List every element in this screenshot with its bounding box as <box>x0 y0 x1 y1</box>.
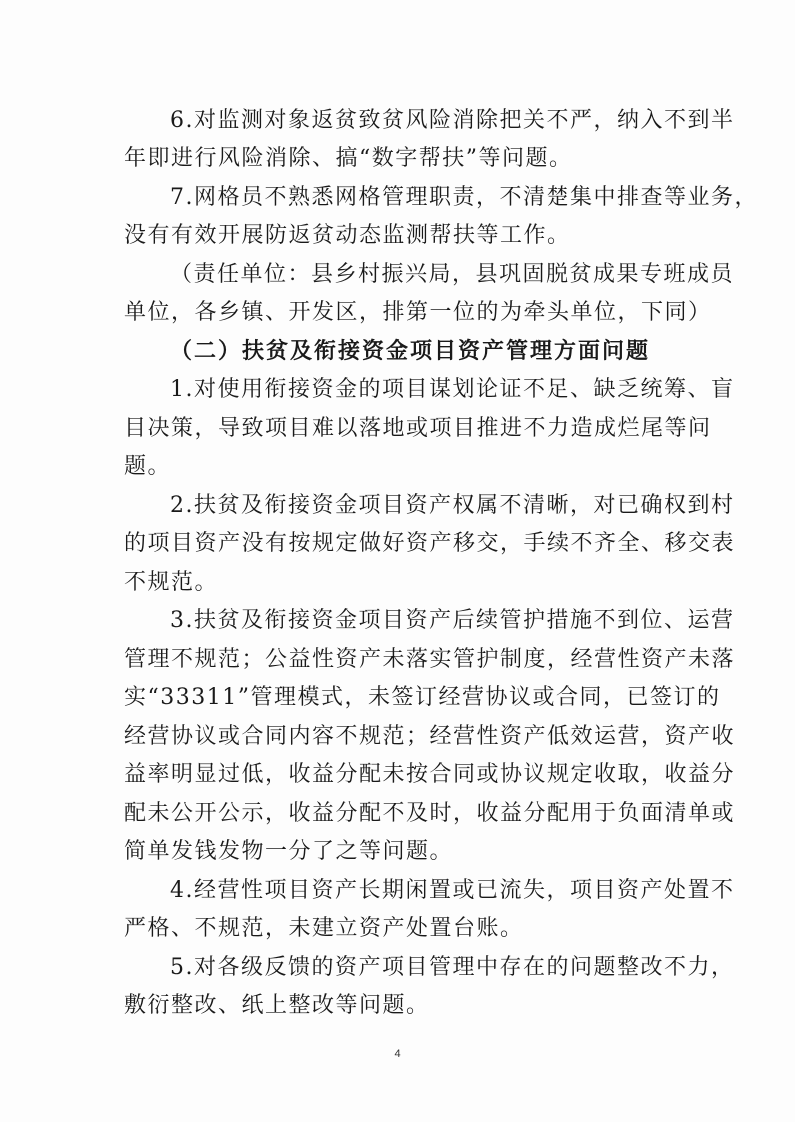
paragraph-line: （责任单位：县乡村振兴局，县巩固脱贫成果专班成员 <box>170 262 735 287</box>
paragraph-line: 实“33311”管理模式，未签订经营协议或合同，已签订的 <box>124 685 721 710</box>
paragraph-line: 7.网格员不熟悉网格管理职责，不清楚集中排查等业务， <box>170 185 758 210</box>
paragraph-line: 敷衍整改、纸上整改等问题。 <box>124 993 430 1018</box>
page-number: 4 <box>394 1048 401 1060</box>
paragraph-line: 单位，各乡镇、开发区，排第一位的为牵头单位，下同） <box>124 300 712 325</box>
paragraph-line: 题。 <box>124 454 172 479</box>
paragraph-line: 益率明显过低，收益分配未按合同或协议规定收取，收益分 <box>124 762 736 787</box>
paragraph-line: 严格、不规范，未建立资产处置台账。 <box>124 916 524 941</box>
paragraph-line: 管理不规范；公益性资产未落实管护制度，经营性资产未落 <box>124 647 736 672</box>
paragraph-line: 3.扶贫及衔接资金项目资产后续管护措施不到位、运营 <box>170 608 735 633</box>
paragraph-line: 4.经营性项目资产长期闲置或已流失，项目资产处置不 <box>170 878 735 903</box>
paragraph-line: 6.对监测对象返贫致贫风险消除把关不严，纳入不到半 <box>170 108 735 133</box>
paragraph-line: 目决策，导致项目难以落地或项目推进不力造成烂尾等问 <box>124 416 712 441</box>
paragraph-line: 没有有效开展防返贫动态监测帮扶等工作。 <box>124 223 571 248</box>
paragraph-line: 5.对各级反馈的资产项目管理中存在的问题整改不力， <box>170 955 735 980</box>
paragraph-line: 不规范。 <box>124 570 219 595</box>
paragraph-line: 经营协议或合同内容不规范；经营性资产低效运营，资产收 <box>124 724 736 749</box>
section-heading: （二）扶贫及衔接资金项目资产管理方面问题 <box>170 339 651 364</box>
paragraph-line: 年即进行风险消除、搞“数字帮扶”等问题。 <box>124 146 573 171</box>
paragraph-line: 简单发钱发物一分了之等问题。 <box>124 839 454 864</box>
paragraph-line: 2.扶贫及衔接资金项目资产权属不清晰，对已确权到村 <box>170 493 735 518</box>
paragraph-line: 的项目资产没有按规定做好资产移交，手续不齐全、移交表 <box>124 531 736 556</box>
paragraph-line: 配未公开公示，收益分配不及时，收益分配用于负面清单或 <box>124 801 736 826</box>
paragraph-line: 1.对使用衔接资金的项目谋划论证不足、缺乏统筹、盲 <box>170 377 735 402</box>
